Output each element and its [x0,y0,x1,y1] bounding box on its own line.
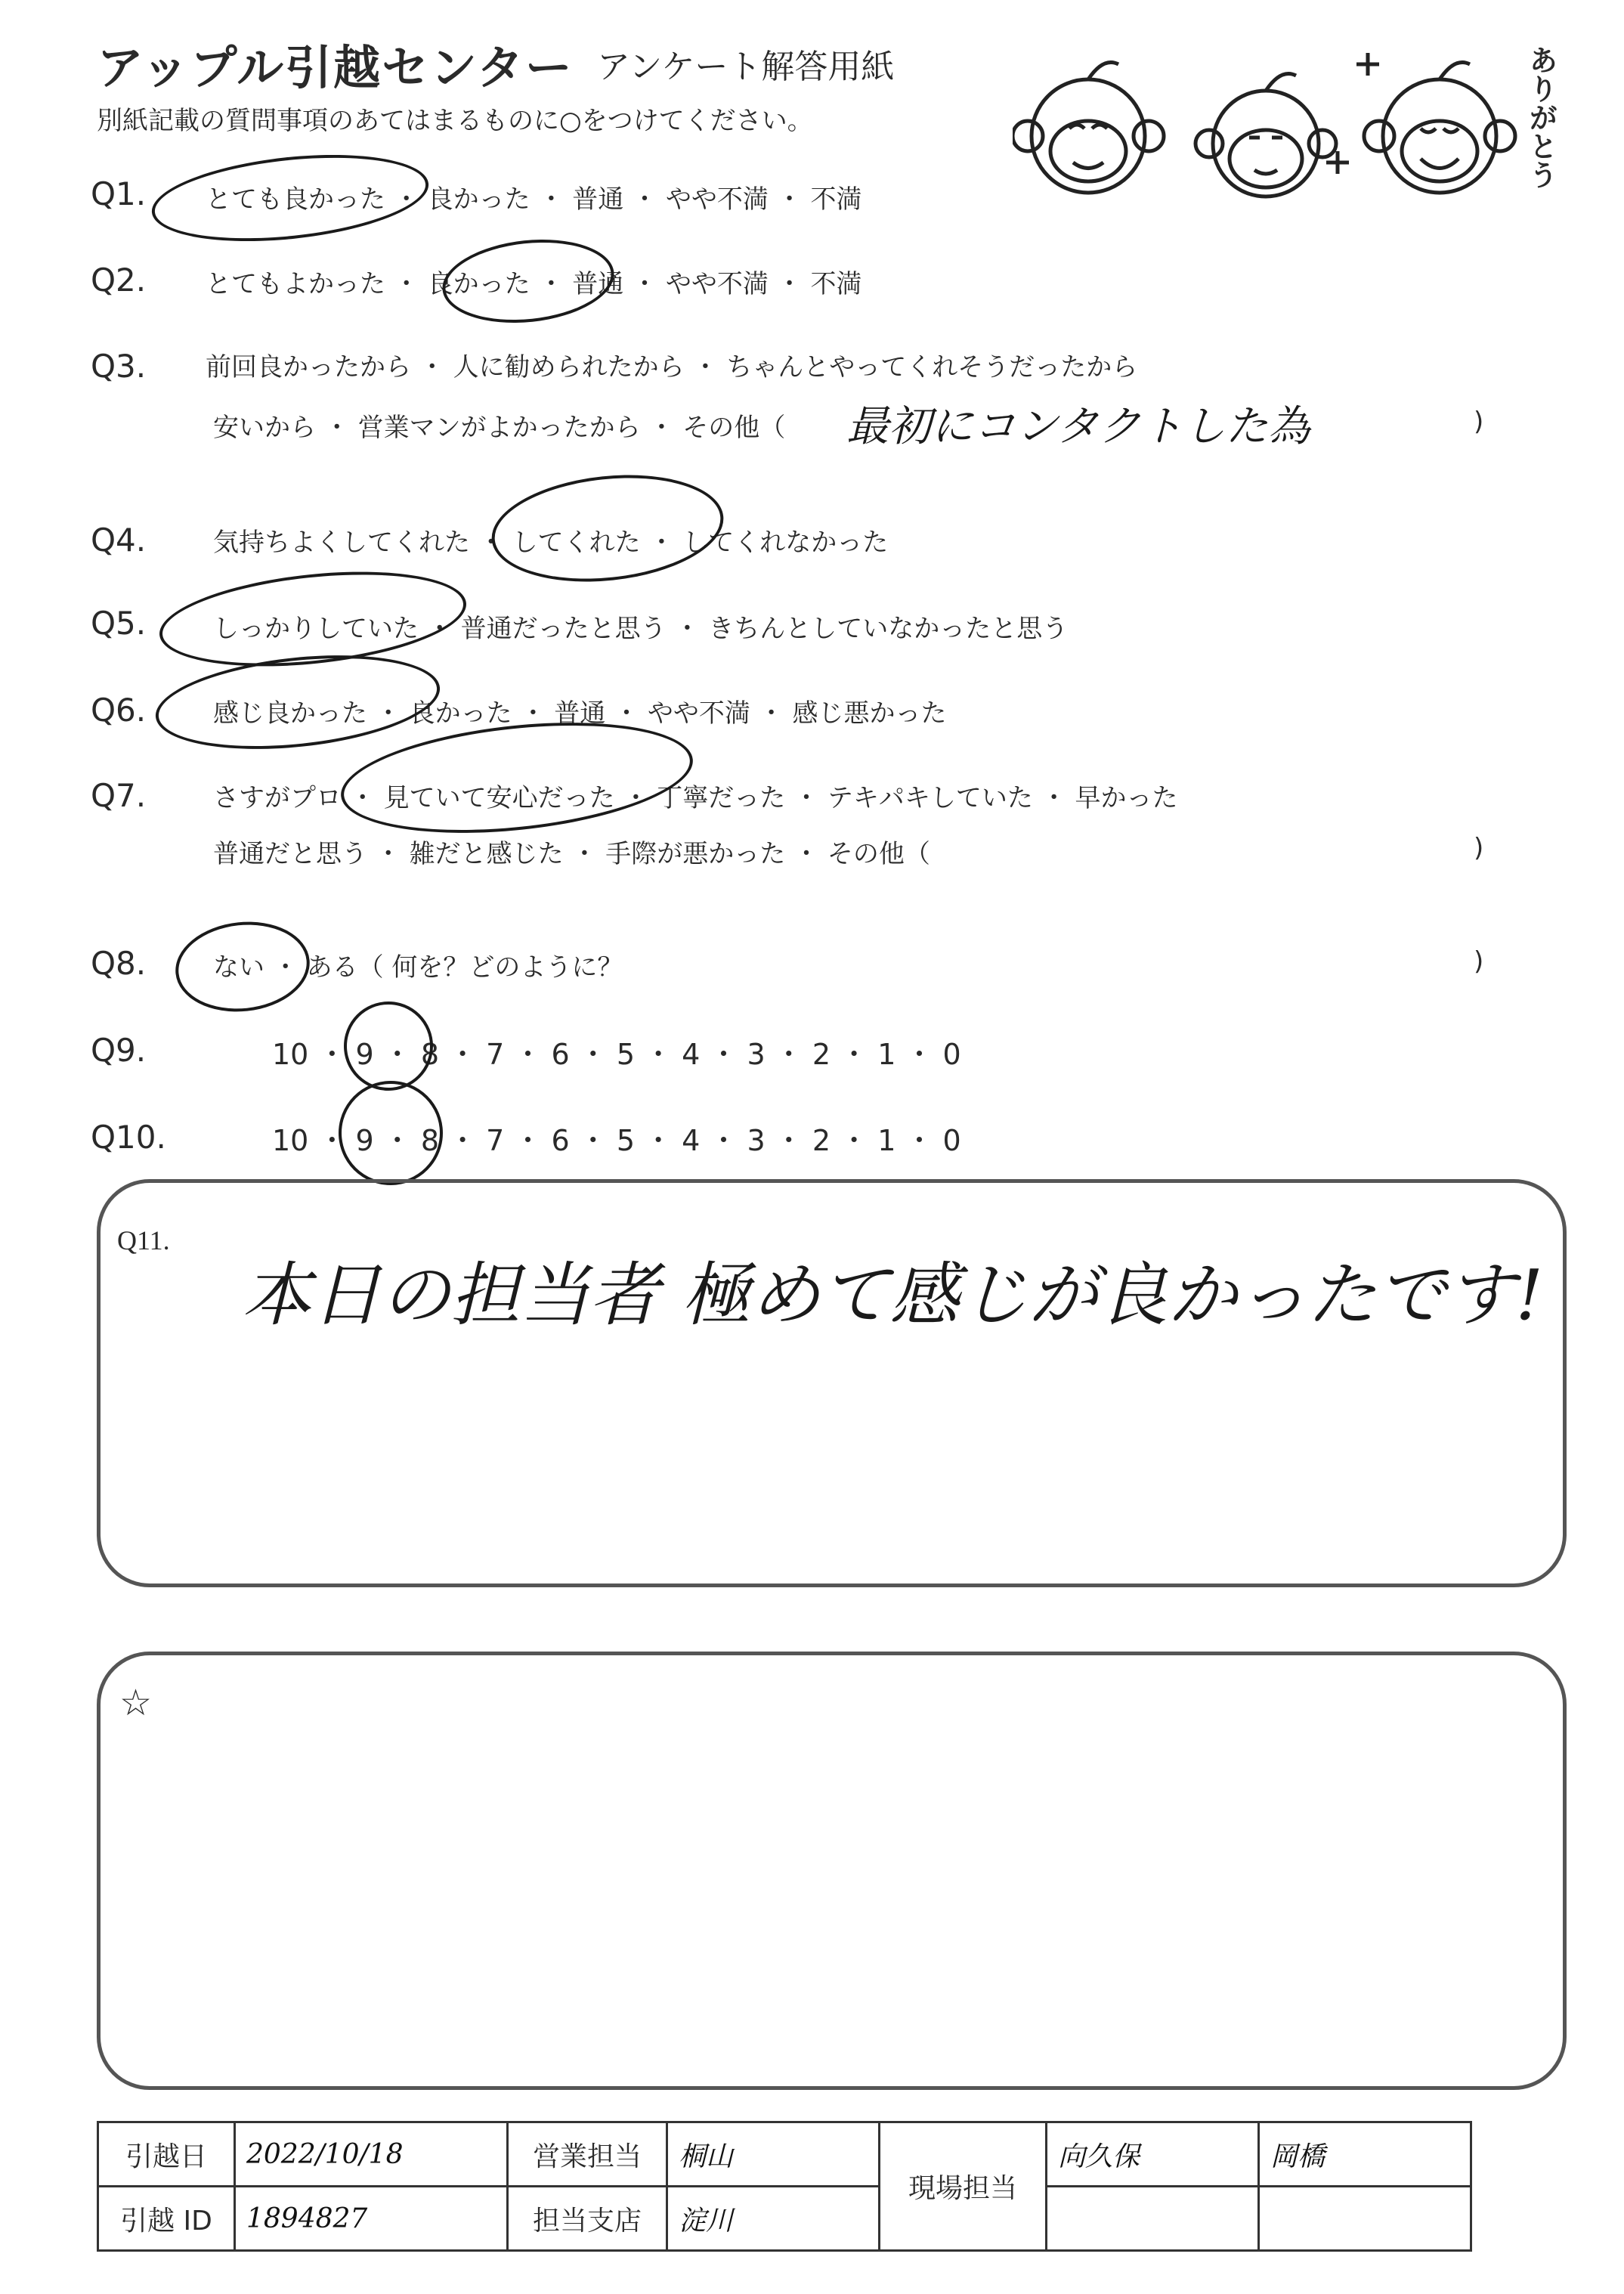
q1-option-1[interactable]: とても良かった [206,184,385,215]
q7-option-7[interactable]: 雑だと感じた [409,839,564,869]
q1-option-5[interactable]: 不満 [810,184,862,215]
q7-close-paren: ) [1474,833,1484,863]
move-id-label: 引越 ID [98,2187,235,2251]
q4-options[interactable]: 気持ちよくしてくれた ・ してくれた ・ してくれなかった [213,528,889,558]
q8-options[interactable]: ない ・ ある（ 何を？どのように？ [213,952,623,983]
q9-label: Q9. [91,1032,147,1069]
q8-selection-circle [171,915,314,1018]
q3-other-handwritten: 最初にコンタクトした為 [846,402,1310,451]
q6-options[interactable]: 感じ良かった ・ 良かった ・ 普通 ・ やや不満 ・ 感じ悪かった [213,698,947,729]
q5-option-3[interactable]: きちんとしていなかったと思う [708,614,1069,644]
q3-label: Q3. [91,348,147,385]
q7-option-other[interactable]: その他（ [827,839,930,869]
q8-close-paren: ) [1474,946,1484,977]
q6-option-1[interactable]: 感じ良かった [213,698,367,729]
q2-option-5[interactable]: 不満 [810,269,862,299]
star-label: ☆ [119,1683,153,1723]
star-comment-box[interactable] [97,1652,1567,2090]
q1-option-3[interactable]: 普通 [572,184,624,215]
q1-label: Q1. [91,175,147,212]
q4-label: Q4. [91,522,147,559]
q7-option-8[interactable]: 手際が悪かった [605,839,786,869]
site-staff-2-value: 岡橋 [1259,2122,1471,2187]
q2-option-1[interactable]: とてもよかった [206,269,385,299]
q6-label: Q6. [91,692,147,729]
q4-option-1[interactable]: 気持ちよくしてくれた [213,528,470,558]
q8-option-1[interactable]: ない [213,952,264,983]
q3-option-other[interactable]: その他（ [682,413,786,443]
q7-option-6[interactable]: 普通だと思う [213,839,367,869]
q7-option-3[interactable]: 丁寧だった [657,783,786,813]
monkey-mascots-image [1013,30,1542,234]
q7-options-line1[interactable]: さすがプロ ・ 見ていて安心だった ・ 丁寧だった ・ テキパキしていた ・ 早かった [213,783,1178,813]
q3-option-5[interactable]: 営業マンがよかったから [357,413,641,443]
q1-options[interactable]: とても良かった ・ 良かった ・ 普通 ・ やや不満 ・ 不満 [206,184,862,215]
company-title: アップル引越センター [97,40,574,95]
q4-option-3[interactable]: してくれなかった [682,528,889,558]
q3-options-line2[interactable]: 安いから ・ 営業マンがよかったから ・ その他（ [213,413,786,443]
q5-option-1[interactable]: しっかりしていた [213,614,419,644]
q1-selection-circle [147,143,432,253]
move-date-value: 2022/10/18 [235,2122,508,2187]
q5-label: Q5. [91,605,147,642]
q6-option-5[interactable]: 感じ悪かった [792,698,947,729]
thanks-text: ありがとう [1524,45,1557,189]
q3-option-1[interactable]: 前回良かったから [206,352,411,382]
q3-option-2[interactable]: 人に勧められたから [453,352,685,382]
q7-option-2[interactable]: 見ていて安心だった [383,783,615,813]
site-staff-empty-cell-2 [1259,2187,1471,2251]
instruction-text: 別紙記載の質問事項のあてはまるものに○をつけてください。 [97,106,813,136]
info-table [97,2121,1472,2252]
q7-option-5[interactable]: 早かった [1075,783,1178,813]
sales-label: 営業担当 [508,2122,667,2187]
q3-option-4[interactable]: 安いから [213,413,316,443]
q7-option-4[interactable]: テキパキしていた [827,783,1033,813]
q5-options[interactable]: しっかりしていた ・ 普通だったと思う ・ きちんとしていなかったと思う [213,614,1069,644]
q8-option-2[interactable]: ある（ 何を？どのように？ [306,952,623,983]
q6-option-4[interactable]: やや不満 [647,698,750,729]
q2-label: Q2. [91,262,147,299]
move-id-value: 1894827 [235,2187,508,2251]
site-staff-label: 現場担当 [880,2122,1047,2251]
q1-option-2[interactable]: 良かった [427,184,531,215]
q7-options-line2[interactable]: 普通だと思う ・ 雑だと感じた ・ 手際が悪かった ・ その他（ [213,839,930,869]
q2-option-4[interactable]: やや不満 [665,269,769,299]
q10-selection-circle [333,1076,448,1190]
q11-label: Q11. [117,1225,170,1255]
site-staff-1-value: 向久保 [1047,2122,1259,2187]
q9-scale[interactable]: 10 ・ 9 ・ 8 ・ 7 ・ 6 ・ 5 ・ 4 ・ 3 ・ 2 ・ 1 ・ 0 [272,1038,961,1071]
sales-name-value: 桐山 [667,2122,880,2187]
q3-close-paren: ) [1474,407,1484,437]
q1-option-4[interactable]: やや不満 [665,184,769,215]
form-subtitle: アンケート解答用紙 [597,48,895,86]
q2-options[interactable]: とてもよかった ・ 良かった ・ 普通 ・ やや不満 ・ 不満 [206,269,862,299]
q4-selection-circle [487,464,729,592]
q11-handwritten-answer: 本日の担当者 極めて感じが良かったです! [242,1255,1544,1336]
site-staff-empty-cell-1 [1047,2187,1259,2251]
q4-option-2[interactable]: してくれた [512,528,641,558]
q10-scale[interactable]: 10 ・ 9 ・ 8 ・ 7 ・ 6 ・ 5 ・ 4 ・ 3 ・ 2 ・ 1 ・ 0 [272,1124,961,1157]
q10-label: Q10. [91,1119,166,1156]
q2-option-2[interactable]: 良かった [427,269,531,299]
branch-name-value: 淀川 [667,2187,880,2251]
q8-label: Q8. [91,945,147,982]
q6-selection-circle [151,643,444,762]
q3-options-line1[interactable]: 前回良かったから ・ 人に勧められたから ・ ちゃんとやってくれそうだったから [206,352,1138,382]
move-date-label: 引越日 [98,2122,235,2187]
q6-option-2[interactable]: 良かった [409,698,512,729]
q2-option-3[interactable]: 普通 [572,269,624,299]
branch-label: 担当支店 [508,2187,667,2251]
q6-option-3[interactable]: 普通 [554,698,606,729]
q7-label: Q7. [91,777,147,814]
q7-option-1[interactable]: さすがプロ [213,783,342,813]
q3-option-3[interactable]: ちゃんとやってくれそうだったから [726,352,1138,382]
q2-selection-circle [438,231,618,330]
q5-option-2[interactable]: 普通だったと思う [460,614,667,644]
